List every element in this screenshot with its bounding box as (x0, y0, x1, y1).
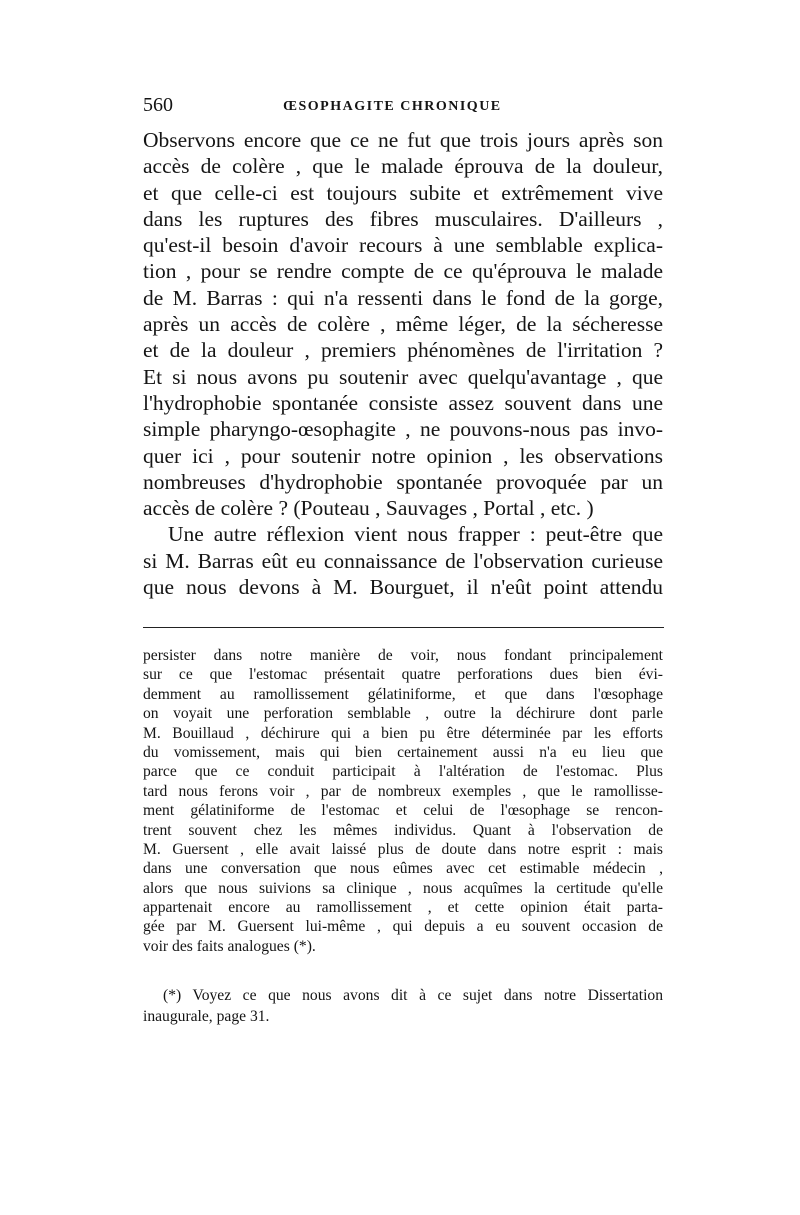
main-text-line: dans les ruptures des fibres musculaires. D'ailleurs , (143, 206, 663, 231)
sub-footnote-line: (*) Voyez ce que nous avons dit à ce sujet dans notre Dissertation (163, 987, 663, 1004)
footnote-line: demment au ramollissement gélatiniforme, et que dans l'œsophage (143, 685, 663, 703)
footnote-line: ment gélatiniforme de l'estomac et celui de l'œsophage se rencon- (143, 802, 663, 820)
footnote-block (143, 646, 663, 956)
main-text-line: Une autre réflexion vient nous frapper : peut-être que (168, 522, 663, 547)
footnote-line: sur ce que l'estomac présentait quatre perforations dues bien évi- (143, 666, 663, 684)
page-header (143, 94, 663, 118)
footnote-line: parce que ce conduit participait à l'altération de l'estomac. Plus (143, 763, 663, 781)
main-text-line: que nous devons à M. Bourguet, il n'eût point attendu (143, 575, 663, 600)
footnote-line: tard nous ferons voir , par de nombreux exemples , que le ramollisse- (143, 782, 663, 800)
footnote-line: gée par M. Guersent lui-même , qui depuis a eu souvent occasion de (143, 918, 663, 936)
main-text-line: accès de colère , que le malade éprouva de la douleur, (143, 154, 663, 179)
footnote-line: voir des faits analogues (*). (143, 937, 316, 955)
page-number: 560 (143, 94, 173, 116)
footnote-line: on voyait une perforation semblable , outre la déchirure dont parle (143, 705, 663, 723)
main-text-line: si M. Barras eût eu connaissance de l'observation curieuse (143, 548, 663, 573)
main-text-line: simple pharyngo-œsophagite , ne pouvons-nous pas invo- (143, 417, 663, 442)
running-head: ŒSOPHAGITE CHRONIQUE (283, 99, 502, 114)
main-text-line: de M. Barras : qui n'a ressenti dans le fond de la gorge, (143, 285, 663, 310)
footnote-line: du vomissement, mais qui bien certainement aussi n'a eu lieu que (143, 743, 663, 761)
footnote-line: M. Bouillaud , déchirure qui a bien pu être déterminée par les efforts (143, 724, 663, 742)
footnote-line: dans une conversation que nous eûmes avec cet estimable médecin , (143, 860, 663, 878)
main-text-line: après un accès de colère , même léger, de la sécheresse (143, 312, 663, 337)
main-text-line: Et si nous avons pu soutenir avec quelqu'avantage , que (143, 364, 663, 389)
main-text-line: l'hydrophobie spontanée consiste assez souvent dans une (143, 390, 663, 415)
main-text-line: tion , pour se rendre compte de ce qu'éprouva le malade (143, 259, 663, 284)
footnote-separator-rule (143, 627, 664, 628)
sub-footnote-block (143, 985, 663, 1027)
footnote-line: trent souvent chez les mêmes individus. Quant à l'observation de (143, 821, 663, 839)
main-text-block (143, 127, 663, 600)
footnote-line: persister dans notre manière de voir, nous fondant principalement (143, 647, 663, 664)
main-text-line: Observons encore que ce ne fut que trois jours après son (143, 128, 663, 152)
main-text-line: et que celle-ci est toujours subite et extrêmement vive (143, 180, 663, 205)
main-text-line: qu'est-il besoin d'avoir recours à une semblable explica- (143, 233, 663, 258)
main-text-line: nombreuses d'hydrophobie spontanée provoquée par un (143, 469, 663, 494)
footnote-line: appartenait encore au ramollissement , et cette opinion était parta- (143, 899, 663, 917)
main-text-line: quer ici , pour soutenir notre opinion , les observations (143, 443, 663, 468)
main-text-line: et de la douleur , premiers phénomènes de l'irritation ? (143, 338, 663, 363)
main-text-line: accès de colère ? (Pouteau , Sauvages , Portal , etc. ) (143, 496, 594, 521)
footnote-line: M. Guersent , elle avait laissé plus de doute dans notre esprit : mais (143, 840, 663, 858)
footnote-line: alors que nous suivions sa clinique , nous acquîmes la certitude qu'elle (143, 879, 663, 897)
sub-footnote-line: inaugurale, page 31. (143, 1008, 270, 1025)
